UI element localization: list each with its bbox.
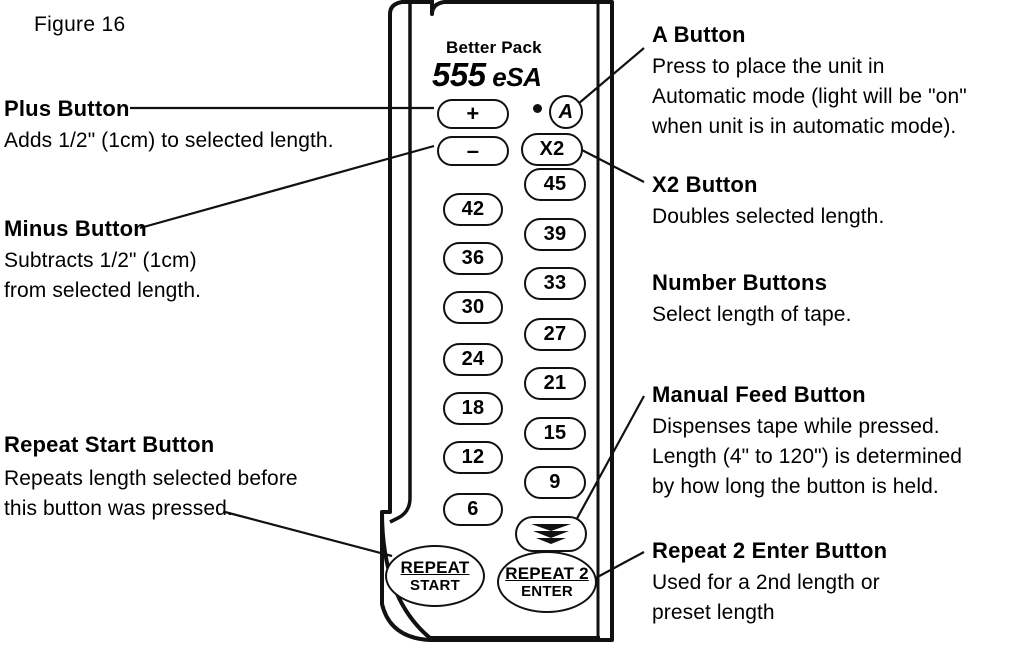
repeat-enter-label-line1: REPEAT 2 xyxy=(505,563,589,583)
repeat-start-label-line1: REPEAT xyxy=(400,557,470,577)
callout-manual-feed-body-line3: by how long the button is held. xyxy=(652,475,939,498)
number-button-18[interactable]: 18 xyxy=(443,392,503,425)
number-button-24[interactable]: 24 xyxy=(443,343,503,376)
number-button-15[interactable]: 15 xyxy=(524,417,586,450)
number-button-30[interactable]: 30 xyxy=(443,291,503,324)
callout-minus-title: Minus Button xyxy=(4,216,147,241)
callout-a-button-title: A Button xyxy=(652,22,746,47)
minus-button[interactable]: – xyxy=(437,136,509,166)
callout-manual-feed-body-line2: Length (4" to 120") is determined xyxy=(652,445,963,468)
callout-repeat-enter-body-line1: Used for a 2nd length or xyxy=(652,571,880,594)
figure-label: Figure 16 xyxy=(34,13,126,36)
callout-minus-body-line2: from selected length. xyxy=(4,279,202,302)
callout-plus-title: Plus Button xyxy=(4,96,130,121)
number-button-39[interactable]: 39 xyxy=(524,218,586,251)
callout-manual-feed-title: Manual Feed Button xyxy=(652,382,866,407)
number-button-9[interactable]: 9 xyxy=(524,466,586,499)
number-button-21[interactable]: 21 xyxy=(524,367,586,400)
callout-repeat-enter-body-line2: preset length xyxy=(652,601,775,624)
leader-repeat-enter xyxy=(592,552,644,580)
repeat-enter-label-line2: ENTER xyxy=(521,582,573,600)
callout-repeat-start-title: Repeat Start Button xyxy=(4,432,215,457)
callout-numbers-title: Number Buttons xyxy=(652,270,828,295)
leader-manual-feed xyxy=(574,396,644,524)
callout-minus-body-line1: Subtracts 1/2" (1cm) xyxy=(4,249,197,272)
callout-repeat-start-body-line2: this button was pressed. xyxy=(4,497,233,520)
callout-a-button-body-line1: Press to place the unit in xyxy=(652,55,885,78)
feed-arrows-icon xyxy=(529,522,573,546)
brand-label: Better Pack xyxy=(446,38,542,57)
callout-a-button-body-line3: when unit is in automatic mode). xyxy=(652,115,957,138)
number-button-6[interactable]: 6 xyxy=(443,493,503,526)
callout-x2-title: X2 Button xyxy=(652,172,758,197)
callout-x2-body: Doubles selected length. xyxy=(652,205,885,228)
model-suffix: eSA xyxy=(492,62,542,92)
callout-plus-body: Adds 1/2" (1cm) to selected length. xyxy=(4,129,334,152)
number-button-42[interactable]: 42 xyxy=(443,193,503,226)
model-number-text: 555 xyxy=(432,56,486,93)
manual-feed-button[interactable] xyxy=(515,516,587,552)
callout-a-button-body-line2: Automatic mode (light will be "on" xyxy=(652,85,967,108)
callout-manual-feed-body-line1: Dispenses tape while pressed. xyxy=(652,415,940,438)
number-button-12[interactable]: 12 xyxy=(443,441,503,474)
repeat-start-button[interactable] xyxy=(385,545,485,607)
callout-repeat-start-body-line1: Repeats length selected before xyxy=(4,467,298,490)
number-button-36[interactable]: 36 xyxy=(443,242,503,275)
callout-repeat-enter-title: Repeat 2 Enter Button xyxy=(652,538,888,563)
leader-repeat-start xyxy=(225,512,392,556)
number-button-45[interactable]: 45 xyxy=(524,168,586,201)
plus-button[interactable]: + xyxy=(437,99,509,129)
faceplate-left-edge xyxy=(390,8,410,522)
number-button-27[interactable]: 27 xyxy=(524,318,586,351)
a-button[interactable]: A xyxy=(549,95,583,129)
automatic-mode-indicator-light xyxy=(533,104,542,113)
x2-button[interactable]: X2 xyxy=(521,133,583,166)
number-button-33[interactable]: 33 xyxy=(524,267,586,300)
model-label xyxy=(432,56,541,94)
repeat-2-enter-button[interactable] xyxy=(497,551,597,613)
callout-numbers-body: Select length of tape. xyxy=(652,303,852,326)
repeat-start-label-line2: START xyxy=(410,576,460,594)
